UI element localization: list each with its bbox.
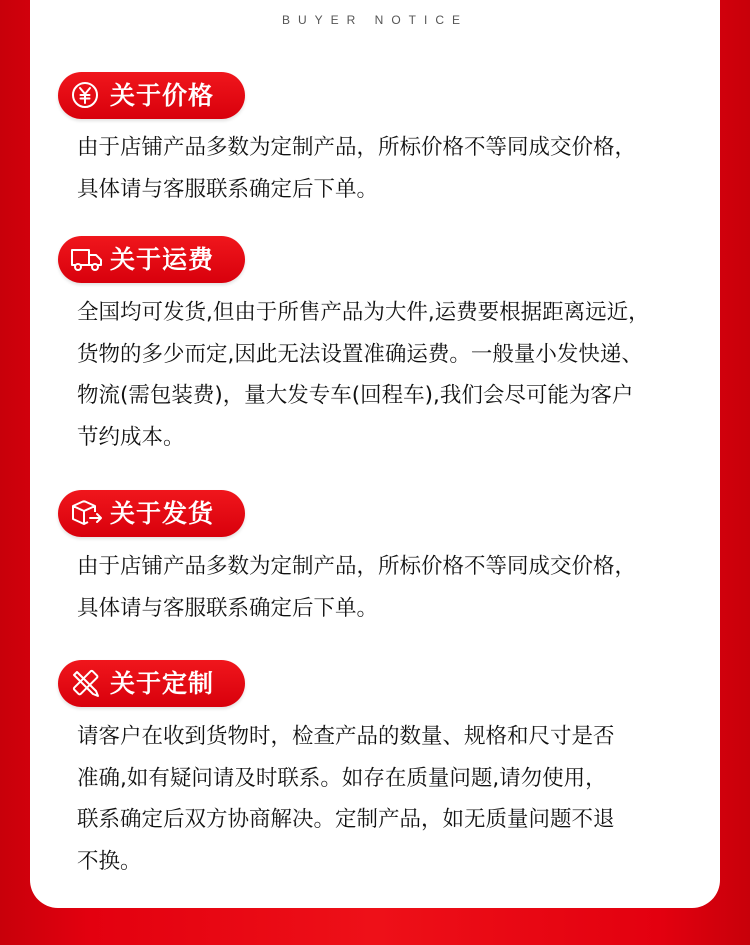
section-title: 关于发货 [110,499,215,528]
section-shipping-fee-header [58,236,245,283]
section-title: 关于价格 [110,81,215,110]
body-line: 准确,如有疑问请及时联系。如存在质量问题,请勿使用， [77,765,607,791]
section-title: 关于定制 [110,669,215,698]
notice-card [30,0,720,908]
section-body [77,292,709,458]
pencil-ruler-icon [69,668,103,698]
body-line: 节约成本。 [77,424,185,450]
section-body [77,546,709,629]
body-line: 由于店铺产品多数为定制产品，所标价格不等同成交价格， [77,554,637,579]
truck-icon [69,244,103,274]
yen-circle-icon [69,80,103,110]
package-send-icon [69,498,103,528]
body-line: 物流(需包装费)，量大发专车(回程车),我们会尽可能为客户 [77,383,634,408]
body-line: 由于店铺产品多数为定制产品，所标价格不等同成交价格， [77,135,637,160]
section-body [77,716,709,882]
page-subtitle: BUYER NOTICE [281,13,468,27]
body-line: 不换。 [77,848,142,874]
body-line: 全国均可发货,但由于所售产品为大件,运费要根据距离远近， [77,300,650,325]
body-line: 具体请与客服联系确定后下单。 [77,176,379,202]
body-line: 具体请与客服联系确定后下单。 [77,595,379,621]
section-title: 关于运费 [110,245,215,274]
body-line: 联系确定后双方协商解决。定制产品，如无质量问题不退 [77,807,615,832]
section-body [77,127,709,210]
section-customization-header [58,660,245,707]
body-line: 请客户在收到货物时，检查产品的数量、规格和尺寸是否 [77,724,615,749]
section-delivery-header [58,490,245,537]
section-price-header [58,72,245,119]
body-line: 货物的多少而定,因此无法设置准确运费。一般量小发快递、 [77,341,643,367]
